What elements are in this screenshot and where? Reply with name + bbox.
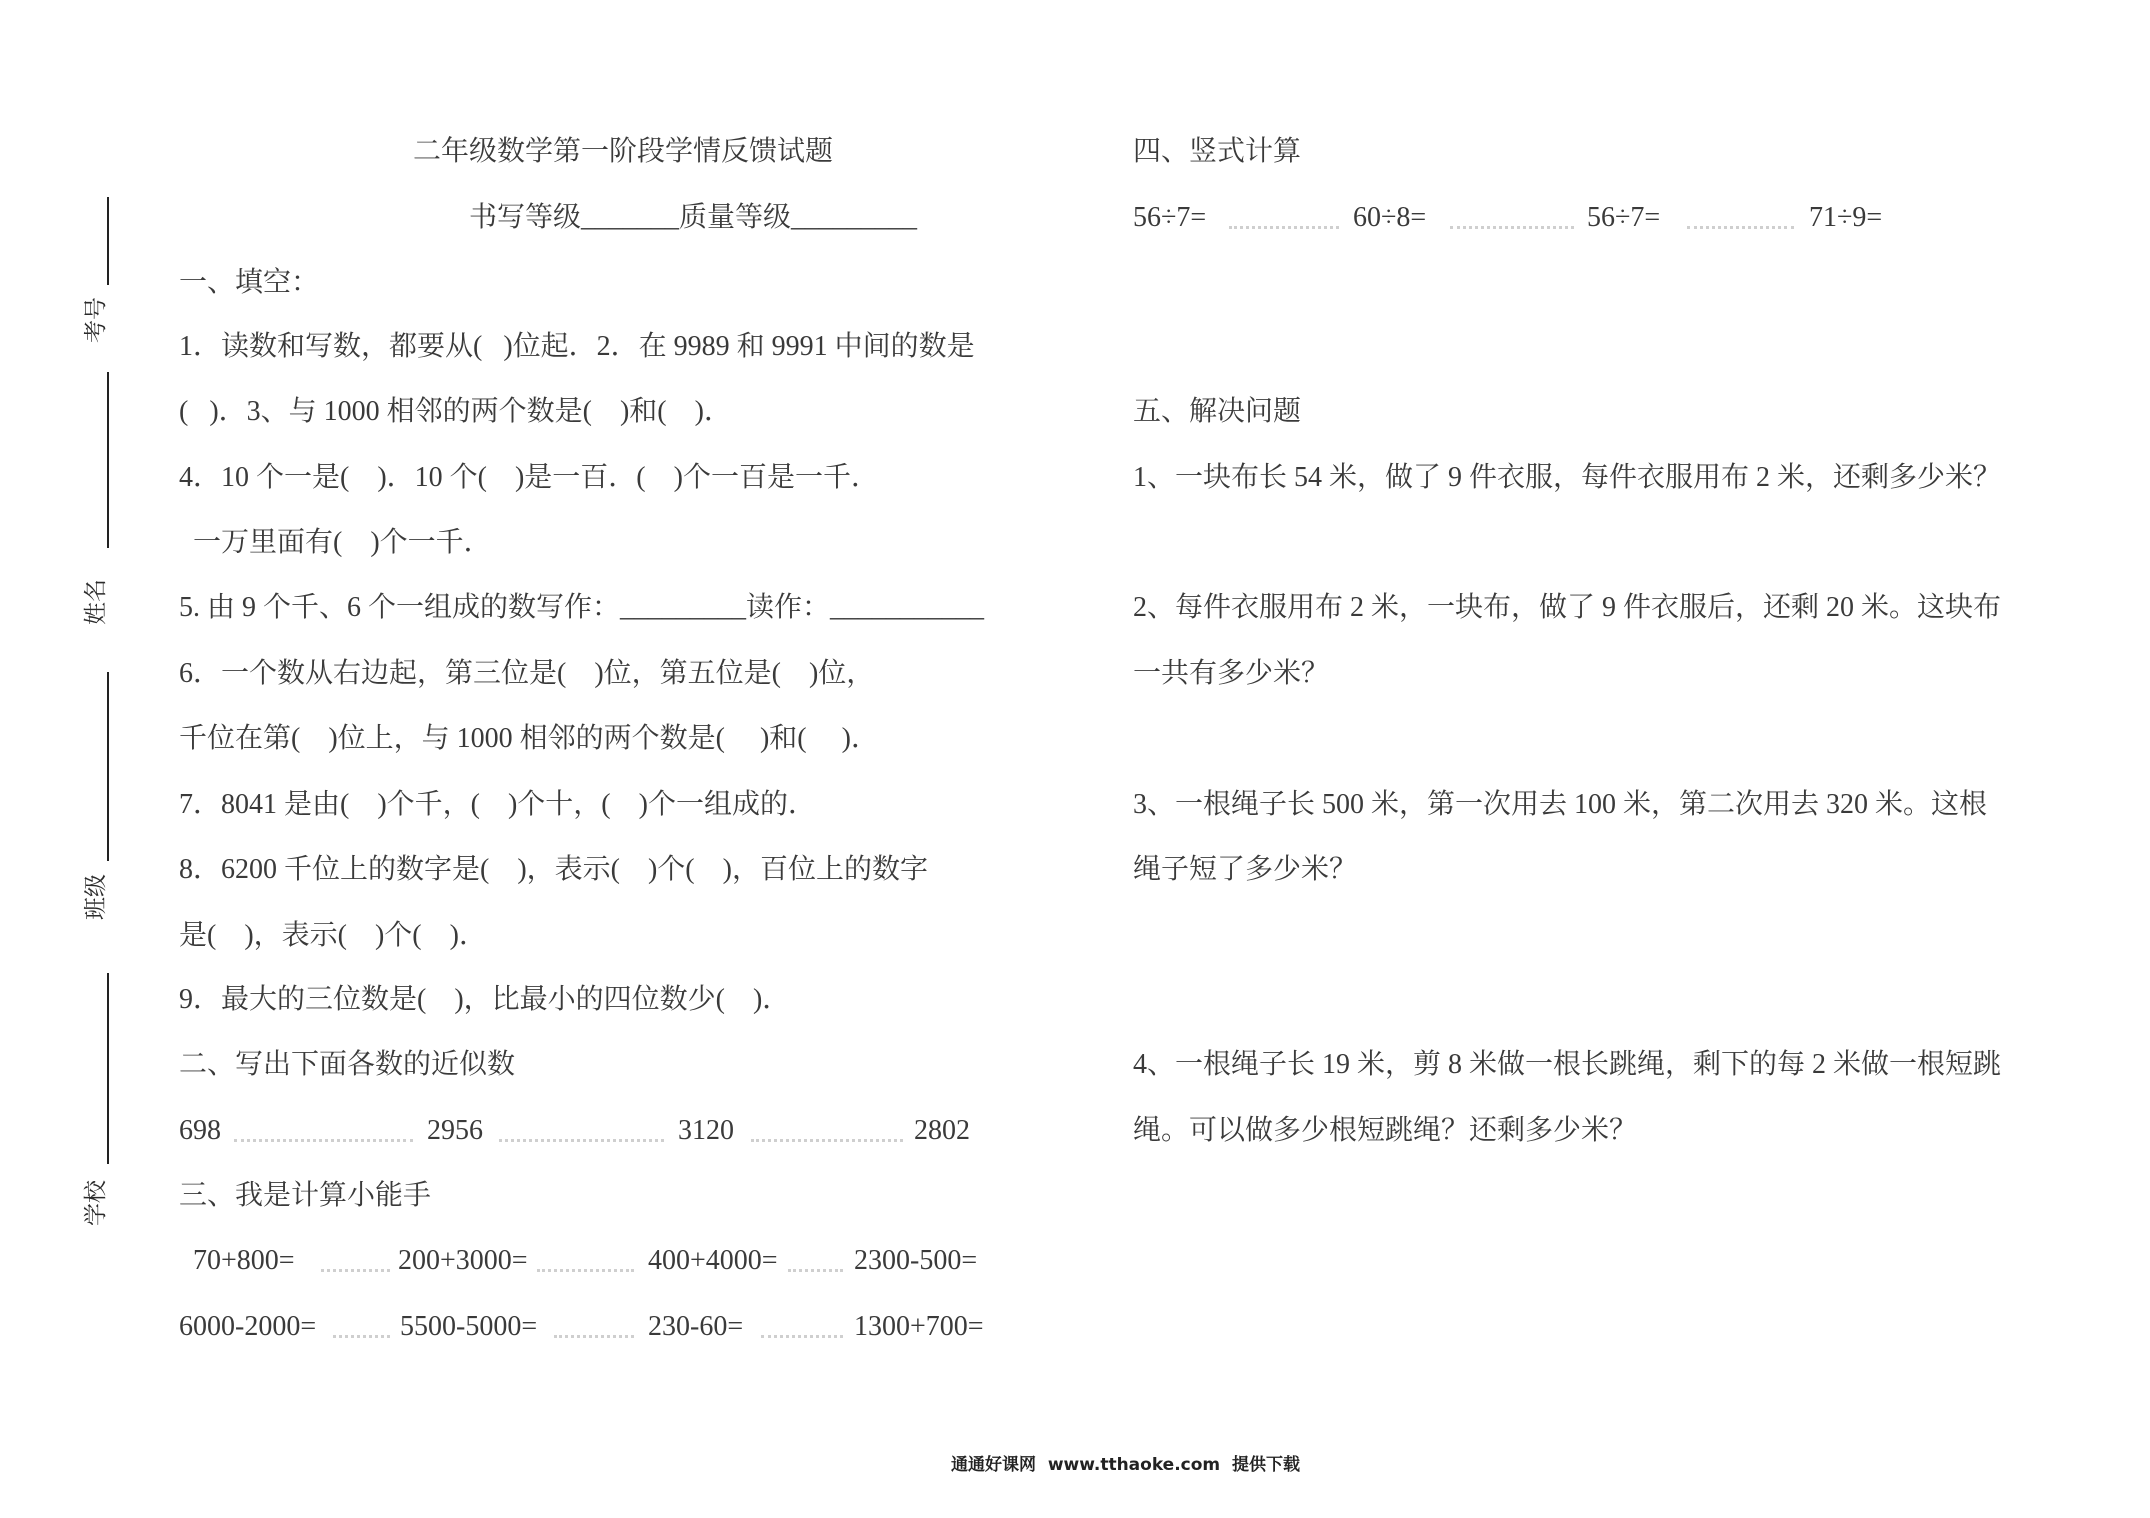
dot-leader [1450,226,1574,229]
fill-question-line: 6．一个数从右边起，第三位是( )位，第五位是( )位， [179,658,875,689]
word-problem-line: 3、一根绳子长 500 米，第一次用去 100 米，第二次用去 320 米。这根 [1133,789,1988,820]
dot-leader [788,1269,843,1272]
dot-leader [751,1139,903,1142]
binding-label-exam-no: 考号 [83,297,108,343]
calc-item: 200+3000= [398,1245,528,1276]
calc-item: 230-60= [648,1311,744,1342]
binding-line [107,372,109,548]
calc-item: 6000-2000= [179,1311,317,1342]
division-item: 71÷9= [1809,202,1883,233]
binding-label-name: 姓名 [83,579,108,625]
section-heading-calculation: 三、我是计算小能手 [179,1180,432,1211]
dot-leader [234,1139,413,1142]
dot-leader [1687,226,1794,229]
grade-line: 书写等级_______质量等级_________ [469,202,918,233]
division-item: 56÷7= [1587,202,1661,233]
binding-label-school: 学校 [83,1180,108,1226]
section-heading-vertical-calculation: 四、竖式计算 [1133,136,1302,167]
fill-question-line: 4．10 个一是( )．10 个( )是一百．( )个一百是一千． [179,462,879,493]
dot-leader [554,1335,634,1338]
binding-line [107,672,109,861]
division-item: 60÷8= [1353,202,1427,233]
fill-question-line: ( )．3、与 1000 相邻的两个数是( )和( )． [179,396,732,427]
fill-question-line: 千位在第( )位上，与 1000 相邻的两个数是( )和( )． [179,723,879,754]
division-item: 56÷7= [1133,202,1207,233]
calc-item: 2300-500= [854,1245,978,1276]
calc-item: 5500-5000= [400,1311,538,1342]
approx-number: 3120 [678,1115,734,1146]
binding-line [107,973,109,1164]
dot-leader [499,1139,664,1142]
dot-leader [761,1335,843,1338]
exam-title: 二年级数学第一阶段学情反馈试题 [413,136,834,167]
fill-question-line: 一万里面有( )个一千． [193,527,492,558]
binding-line [107,197,109,285]
calc-item: 70+800= [193,1245,295,1276]
fill-question-line: 9．最大的三位数是( )，比最小的四位数少( )． [179,984,791,1015]
word-problem-line: 4、一根绳子长 19 米，剪 8 米做一根长跳绳，剩下的每 2 米做一根短跳 [1133,1049,2002,1080]
calc-item: 400+4000= [648,1245,778,1276]
fill-question-line: 1．读数和写数，都要从( )位起．2．在 9989 和 9991 中间的数是 [179,331,975,362]
section-heading-word-problems: 五、解决问题 [1133,396,1302,427]
section-heading-approximation: 二、写出下面各数的近似数 [179,1049,516,1080]
word-problem-line: 绳子短了多少米？ [1133,854,1358,885]
fill-question-line: 8．6200 千位上的数字是( )，表示( )个( )，百位上的数字 [179,854,928,885]
word-problem-line: 绳。可以做多少根短跳绳？还剩多少米？ [1133,1115,1638,1146]
dot-leader [333,1335,390,1338]
section-heading-fill-in: 一、填空： [179,267,320,298]
calc-item: 1300+700= [854,1311,984,1342]
fill-question-line: 7．8041 是由( )个千，( )个十，( )个一组成的． [179,789,816,820]
dot-leader [1229,226,1339,229]
dot-leader [537,1269,634,1272]
page-footer: 通通好课网 www.tthaoke.com 提供下载 [951,1455,1300,1475]
fill-question-line: 5. 由 9 个千、6 个一组成的数写作：_________读作：___________ [179,592,985,623]
dot-leader [321,1269,390,1272]
word-problem-line: 一共有多少米？ [1133,658,1330,689]
word-problem-line: 2、每件衣服用布 2 米，一块布，做了 9 件衣服后，还剩 20 米。这块布 [1133,592,2002,623]
fill-question-line: 是( )，表示( )个( )． [179,920,487,951]
word-problem-line: 1、一块布长 54 米，做了 9 件衣服，每件衣服用布 2 米，还剩多少米？ [1133,462,2002,493]
approx-number: 698 [179,1115,221,1146]
approx-number: 2956 [427,1115,483,1146]
binding-label-class: 班级 [83,874,108,920]
approx-number: 2802 [914,1115,970,1146]
